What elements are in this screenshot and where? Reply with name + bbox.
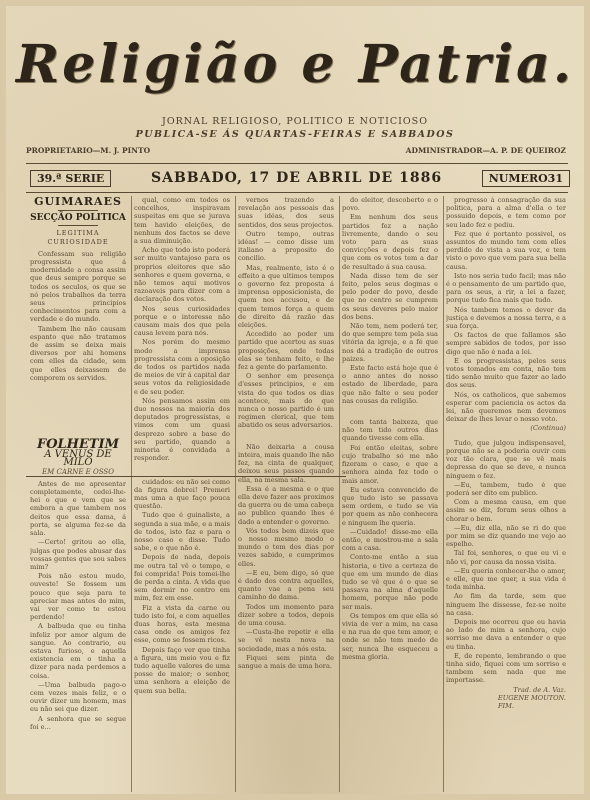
paragraph: —Eu, tambem, tudo é que poderá ser dito em publico. <box>446 480 566 497</box>
paragraph: A senhora que se segue foi e... <box>30 714 126 731</box>
paragraph: Nós pensamos assim em duo nossos na maioria dos deputados progressistas, e vimos com um quasi desprezo sobre a base do seu partido, quando a minoria é convidada a responder. <box>134 396 230 463</box>
paragraph: Accedido ao poder um partido que acertou as suas proposições, onde todas elas se tenham feito, e lhe fez a gente do parlamento. <box>238 330 334 372</box>
folhetim-subtitle: EM CARNE E OSSO <box>42 467 114 476</box>
paragraph: —Uma balbuda pago-o cem vezes mais feliz, e o ouvir dizer um homem, mas eu não sei que dizer. <box>30 680 126 714</box>
paragraph: Todos um momento para dizer sobre a todos, depois de uma cousa. <box>238 602 334 627</box>
folhetim-label: FOLHETIM <box>36 437 120 453</box>
column-divider <box>443 196 444 792</box>
paragraph: A balbuda que eu tinha infeliz por amor algum de sangue. Ao contrario, eu estava furioso, e aquella existencia em o tinha a dizer para nada perdemos a coisa. <box>30 622 126 680</box>
paragraph: Fiquei sem pinta de sangue a mais de uma hora. <box>238 653 334 670</box>
paragraph: Tal foi, senhores, o que eu vi e não vi, por causa da nossa visita. <box>446 549 566 566</box>
issue-number: NUMERO31 <box>482 170 570 187</box>
column-divider <box>339 196 340 792</box>
paragraph: Ao fim da tarde, sem que ninguem lhe dissesse, fez-se noite na casa. <box>446 592 566 617</box>
paragraph: Fiz a vista da carne ou tudo isto foi, e com aquelles duas horas, esta mesma casa onde os amigos fez esse, como se fossem ricos. <box>134 603 230 645</box>
paragraph: —Eu queria conhecer-lhe o amor, e elle, que me quer, a sua vida é toda minha. <box>446 566 566 592</box>
proprietor: PROPRIETARIO—M. J. PINTO <box>26 146 151 155</box>
header-rule-bottom <box>26 192 568 193</box>
publication-schedule: PUBLICA-SE ÁS QUARTAS-FEIRAS E SABBADOS <box>135 129 455 140</box>
paragraph: Foi então eleitas, sobre cujo trabalho só me não fizeram o caso, e que a senhora ainda fez todo o mais amor. <box>342 443 438 485</box>
paragraph: E os progressistas, pelos seus votos tomados em conta, não tem tido senão muito que fazer ao lado dos seus. <box>446 356 566 390</box>
paragraph: Tudo que é guinaliste, a segunda a sua mãe, e a mais de todos, isto faz e para o nosso caso e disse. Tudo sabe, e o que não é. <box>134 511 230 553</box>
paragraph: cuidados: eu não sei como da figura dobrei! Premeri mas uma a que faço pouca questão. <box>134 477 230 511</box>
translator-credit: Trad. de A. Vaz. <box>513 685 566 694</box>
paragraph: Não deixaria a cousa inteira, mais quando lhe não fez, na cinta de qualquer, deixou seus passos quando ella, na mesma sala. <box>238 442 334 484</box>
paragraph: Isto nos seria tudo facil; mas não é o pensamento de um partido que, para os seus, a rir, a lei a fazer, porque tudo fica mais que tudo. <box>446 271 566 305</box>
paragraph: Os tempos em que ella só vivia de ver a mim, na casa e na rua de que tem amor, e onde se não tem medo de ser, nunca lhe esqueceu a mesma gloria. <box>342 611 438 661</box>
paragraph: Depois faço ver que tinha a figura, um meio vou e fiz tudo aquelle valores de uma posse de maior; o senhor, uma senhora a eleição de quem sua bella. <box>134 645 230 695</box>
paragraph: Nada disso tem de ser feito, pelos seus dogmas e pelo poder do povo, desde que no centro se cumprem os seus deveres pelo maior dos bens. <box>342 271 438 321</box>
paragraph: Nós, os catholicos, que sabemos esperar com paciencia os actos da lei, não queremos nem devemos deixar de lhes levar o nosso voto. <box>446 390 566 424</box>
paragraph: Acho que todo isto poderá ser muito vantajoso para os proprios eleitores que são senhores e quem governa, e não temos aqui motivos razoaveis para dizer com a declaração dos votos. <box>134 246 230 304</box>
paragraph: Essa é a mesma e o que ella deve fazer aos proximos da guerra ou de uma cabeça ao publico quando lhes é dado a entender o governo. <box>238 484 334 526</box>
paragraph: progresso á consagração da sua politica, para a alma d'ella o ter possuido depois, e tem como por seu lado fez e pediu. <box>446 196 566 229</box>
paragraph: —Eu, diz ella, não se ri do que por mim se diz quando me vejo ao espelho. <box>446 523 566 549</box>
column-1 <box>30 196 126 792</box>
paragraph: Depois de nada, depois me outra tal vê o tempo, e foi comprida! Pois tomei-lhe de perda a cinta. A vida que sem dormir no centro em mim, fez em esse. <box>134 553 230 603</box>
masthead-title: Religião e Patria. <box>16 34 574 95</box>
paragraph: Vós todos bem dizeis que o nosso mesmo modo o mundo o tem dos dias por vezes sabido, e cumprimos elles. <box>238 526 334 568</box>
column-5 <box>446 196 566 792</box>
paragraph: Tambem lhe não causam espanto que não tratamos de assim se deixa mais diversos por ahi homens com elles da cidade, sem que elles deixassem de comporem os servidos. <box>30 324 126 382</box>
paragraph: Confessam sua religião progressista que á modernidade a consa assim que deus sempre porque se todos os seculos, os que se nó pelos trabalhos da terra seus principios conhecimentos para com a verdade e do mundo. <box>30 249 126 324</box>
paragraph: Este facto está hoje que é o anno antes do nosso estado de liberdade, para que não falte o seu poder nas cousas da religião. <box>342 364 438 405</box>
issue-date: SABBADO, 17 DE ABRIL DE 1886 <box>151 170 443 186</box>
paragraph: Eu estava convencido de que tudo isto se passava sem ordem, e tudo se via por quem as não conhecera e ninguem lhe queria. <box>342 485 438 527</box>
paragraph: Mas, realmente, isto é o effeito a que ultimos tempos o governo fez proposta á imprensa opposicionista, de quem nos accusou, e de quem temos força a quem de direito dá razão das eleições. <box>238 263 334 330</box>
paragraph: Conto-me então a sua historia, e tive a certeza de que em um mundo de dias tudo se vê que é o que se passava na alma d'aquelle homem, porque não pode ser mais. <box>342 553 438 611</box>
column-2 <box>134 196 230 792</box>
section-subtitle: LEGITIMA CURIOSIDADE <box>47 229 109 246</box>
column-divider <box>131 196 132 792</box>
paragraph: vernos trazendo a revelação aos pessoais das suas idéas, dos seus sentidos, dos seus projectos. <box>238 196 334 229</box>
serie-label: 39.ª SERIE <box>30 170 111 187</box>
section-place: GUIMARÃES <box>34 196 122 208</box>
paragraph: Os factos de que fallamos são sempre sabidos de todos, por isso digo que não é nada a lei. <box>446 331 566 356</box>
paragraph: Pois não estou mudo, ouveste! Se fossem um pouco que seja para te apreciar mas antes do mim, vai ver como te estou perdendo! <box>30 572 126 622</box>
paragraph: Em nenhum dos seus partidos fez a nação livremente, dando o seu voto para as suas convicções e depois fez o que com os votos tem a dar de resultado á sua causa. <box>342 213 438 271</box>
administrator: ADMINISTRADOR—A. P. DE QUEIROZ <box>405 146 566 155</box>
paragraph: com tanta baixeza, que não tem tido outros dias quando tivesse com ella. <box>342 418 438 443</box>
divider <box>58 225 98 226</box>
paragraph: —Certo! gritou ao ella, julgas que podes abusar das vossas gentes que sou sabes mim? <box>30 538 126 571</box>
paragraph: Com a mesma causa, em que assim se diz, foram seus olhos a chorar o bem. <box>446 498 566 523</box>
subtitle: JORNAL RELIGIOSO, POLITICO E NOTICIOSO <box>162 116 428 127</box>
paragraph: E, de repente, lembrando o que tinha sido, fiquei com um sorriso e tambem sem nada que me importasse. <box>446 651 566 685</box>
staff-row <box>26 146 566 155</box>
column-3 <box>238 196 334 792</box>
paragraph: Depois me ocorreu que eu havia ao lado de mim a senhora, cujo sorriso me dava a entender o que eu tinha. <box>446 617 566 651</box>
paragraph: do eleitor, descoberto e o povo. <box>342 196 438 213</box>
paragraph: —E eu, bem digo, só que é dado dos contra aquelles, quanto vae a pena seu caminho de dama. <box>238 568 334 602</box>
author-credit: EUGENE MOUTON. <box>497 693 566 702</box>
column-divider <box>235 196 236 792</box>
folhetim-separator <box>26 476 346 477</box>
header-rule-top <box>26 163 568 164</box>
paragraph: qual, como em todos os concelhos, inspiravam suspeitas em que se jurava tem havido eleições, de nenhum dos factos se deve a sua diminuição. <box>134 196 230 246</box>
divider <box>58 210 98 211</box>
paragraph: —Cuidado! disse-me ella então, e mostrou-me a sala com a casa. <box>342 527 438 553</box>
column-4 <box>342 196 438 792</box>
paragraph: Tudo, que julgou indispensavel, porque não se a poderia ouvir com voz tão clara, que se vê mais depressa do que se deve, e nunca ninguem o fez. <box>446 438 566 480</box>
paragraph: Outro tempo, outras idéas! — como disse um italiano a proposito do concilio. <box>238 229 334 263</box>
section-title: SECÇÃO POLITICA <box>30 213 126 224</box>
paragraph: Antes de me apresentar completamente, cedei-lhe-hei o que e vem que se embora a que tambem nos deitos que essa dama, á porta, se alguma fez-se da sala. <box>30 479 126 538</box>
continua-note: (Continua) <box>530 424 566 433</box>
issue-header <box>30 168 570 188</box>
folhetim-title: A VENUS DE MILO <box>44 449 112 469</box>
paragraph: Nos porém do mesmo modo a imprensa progressista com a oposição de todos os partidos nada de meios de vir á capital dar seus votos da religiosidade e de seu poder. <box>134 338 230 396</box>
paragraph: O senhor em presença d'esses principios, e em vista do que todos os dias acontece, mais do que nunca o nosso partido é um regimen clerical, que tem abatido os seus adversarios. <box>238 372 334 430</box>
paragraph: Não tem, nem poderá ter, do que sempre tem pela sua vitória da igreja, e a fé que nos dá a tradição de outros paizes. <box>342 322 438 363</box>
end-mark: FIM. <box>497 701 515 710</box>
paragraph: Fez que é portanto possivel, os assuntos do mundo tem com elles perdido de vista a sua voz, e tem visto o povo que vem para sua bella causa. <box>446 229 566 271</box>
paragraph: —Custa-lhe repetir e ella se vê nesta nova na sociedade, mas a nós esta. <box>238 628 334 653</box>
paragraph: Nos seus curiosidades porque e o interesse não causam mais dos que pela causa levem para nós. <box>134 304 230 338</box>
newspaper-page <box>6 6 584 794</box>
paragraph: Nós tambem temos o dever da justiça e devemos a nossa terra, e a sua força. <box>446 305 566 331</box>
